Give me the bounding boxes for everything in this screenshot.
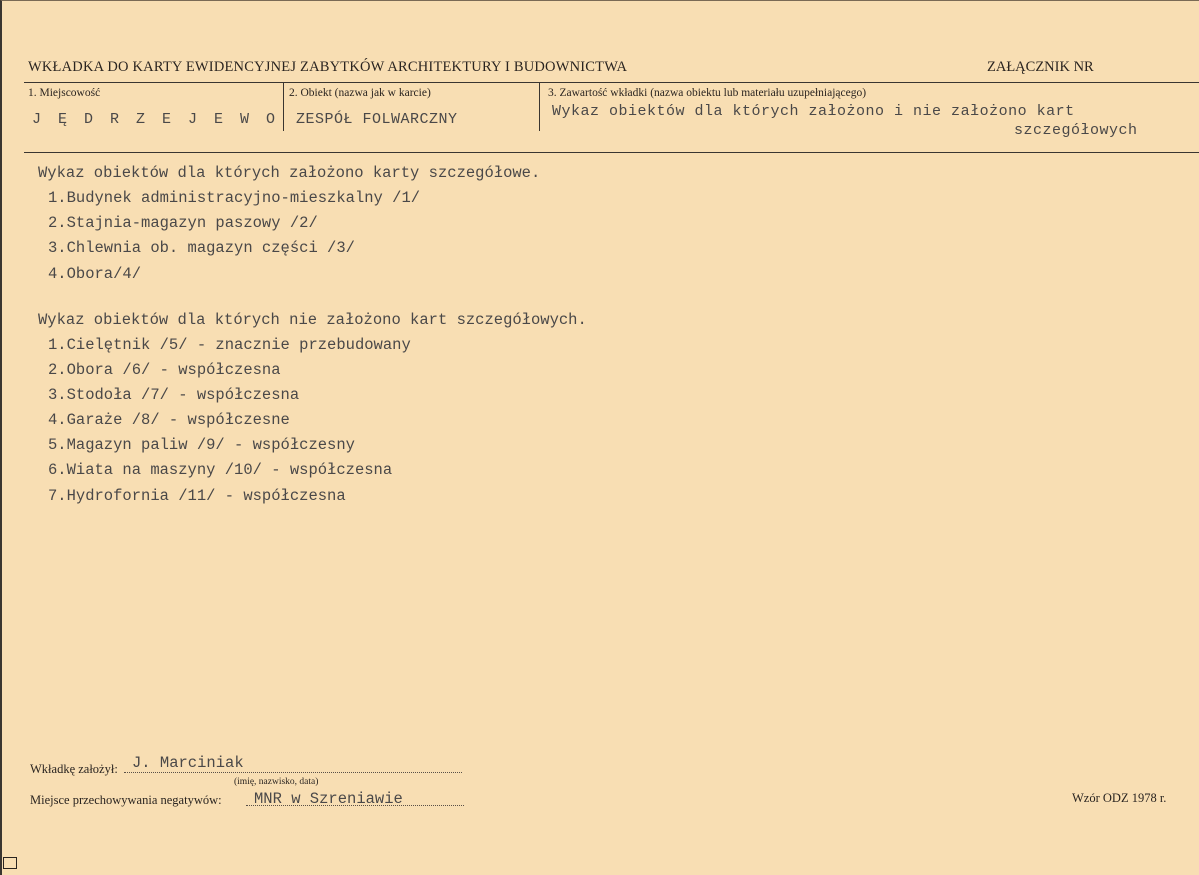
list-item: 2.Stajnia-magazyn paszowy /2/ (48, 214, 318, 232)
author-value: J. Marciniak (132, 754, 244, 772)
author-hint: (imię, nazwisko, data) (234, 777, 319, 787)
storage-label: Miejsce przechowywania negatywów: (30, 793, 222, 807)
object-value: ZESPÓŁ FOLWARCZNY (296, 111, 458, 128)
storage-value: MNR w Szreniawie (254, 790, 403, 808)
list-item: 3.Stodoła /7/ - współczesna (48, 386, 300, 404)
object-label: 2. Obiekt (nazwa jak w karcie) (289, 87, 431, 99)
fields-divider (24, 152, 1199, 153)
attachment-number-label: ZAŁĄCZNIK NR (987, 59, 1094, 75)
author-label: Wkładkę założył: (30, 762, 118, 776)
list-item: 4.Garaże /8/ - współczesne (48, 411, 290, 429)
field-divider-1 (283, 83, 284, 131)
list-item: 3.Chlewnia ob. magazyn części /3/ (48, 239, 355, 257)
place-label: 1. Miejscowość (28, 87, 101, 99)
content-value-line1: Wykaz obiektów dla których założono i nie założono kart (552, 103, 1075, 120)
header-divider (24, 82, 1199, 83)
list-item: 5.Magazyn paliw /9/ - współczesny (48, 436, 355, 454)
card-title: WKŁADKA DO KARTY EWIDENCYJNEJ ZABYTKÓW ARCHITEKTURY I BUDOWNICTWA (28, 59, 628, 75)
content-label: 3. Zawartość wkładki (nazwa obiektu lub materiału uzupełniającego) (548, 87, 867, 99)
place-value: J Ę D R Z E J E W O (32, 111, 280, 128)
list-item: 7.Hydrofornia /11/ - współczesna (48, 487, 346, 505)
content-value-line2: szczegółowych (1014, 122, 1138, 139)
list-item: 1.Cielętnik /5/ - znacznie przebudowany (48, 336, 411, 354)
storage-line (246, 805, 464, 806)
list-item: 2.Obora /6/ - współczesna (48, 361, 281, 379)
author-line (124, 772, 462, 773)
with-cards-heading: Wykaz obiektów dla których założono karty szczegółowe. (38, 164, 541, 182)
without-cards-heading: Wykaz obiektów dla których nie założono kart szczegółowych. (38, 311, 587, 329)
field-divider-2 (539, 83, 540, 131)
list-item: 1.Budynek administracyjno-mieszkalny /1/ (48, 189, 421, 207)
corner-mark (3, 857, 17, 869)
list-item: 4.Obora/4/ (48, 265, 142, 283)
list-item: 6.Wiata na maszyny /10/ - współczesna (48, 461, 393, 479)
form-version: Wzór ODZ 1978 r. (1072, 791, 1167, 805)
